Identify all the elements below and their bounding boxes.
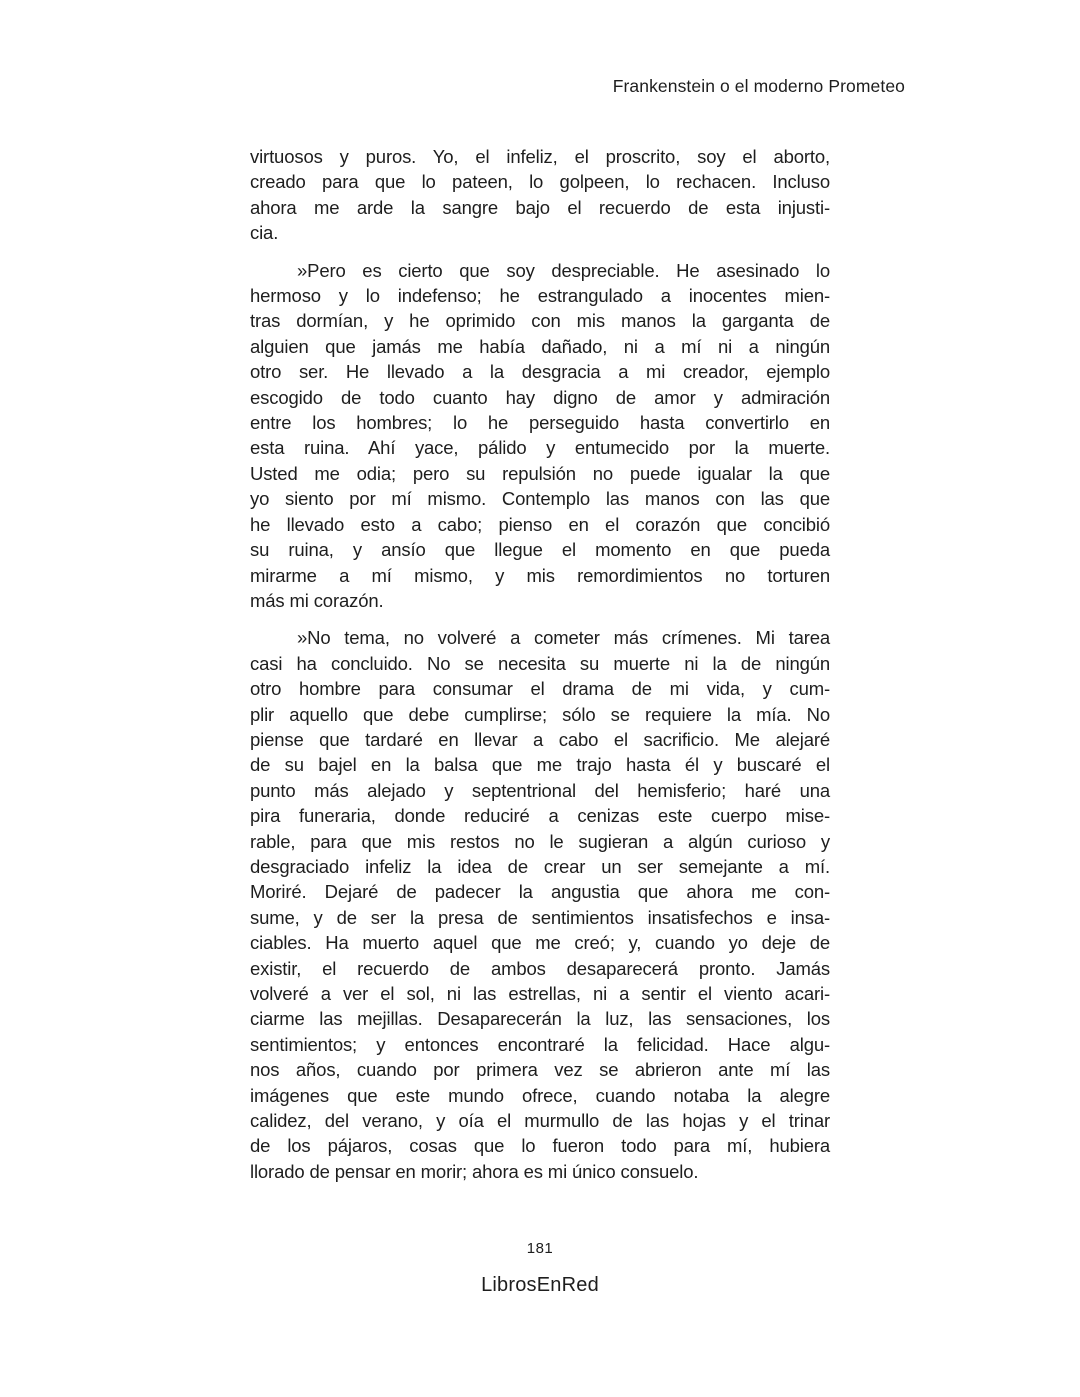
text-line: ahora me arde la sangre bajo el recuerdo de esta injusti- [250, 196, 830, 218]
text-line: imágenes que este mundo ofrece, cuando notaba la alegre [250, 1084, 830, 1106]
text-line: yo siento por mí mismo. Contemplo las manos con las que [250, 488, 830, 510]
text-line: existir, el recuerdo de ambos desaparecerá pronto. Jamás [250, 957, 830, 979]
publisher-footer: LibrosEnRed [481, 1274, 599, 1296]
text-line: Moriré. Dejaré de padecer la angustia que ahora me con- [250, 881, 830, 903]
text-line: virtuosos y puros. Yo, el infeliz, el proscrito, soy el aborto, [250, 146, 830, 167]
text-line: Usted me odia; pero su repulsión no puede igualar la que [250, 462, 830, 484]
text-line: su ruina, y ansío que llegue el momento en que pueda [250, 539, 830, 561]
text-line: más mi corazón. [250, 589, 384, 611]
text-line: sentimientos; y entonces encontraré la felicidad. Hace algu- [250, 1033, 830, 1055]
text-line: ciables. Ha muerto aquel que me creó; y, cuando yo deje de [250, 932, 830, 954]
text-line: de su bajel en la balsa que me trajo hasta él y buscaré el [250, 754, 830, 776]
text-line: rable, para que mis restos no le sugieran a algún curioso y [250, 830, 830, 852]
text-line: sume, y de ser la presa de sentimientos insatisfechos e insa- [250, 906, 830, 928]
text-line: piense que tardaré en llevar a cabo el sacrificio. Me alejaré [250, 728, 830, 750]
text-line: pira funeraria, donde reduciré a cenizas este cuerpo mise- [250, 805, 830, 827]
text-line: hermoso y lo indefenso; he estrangulado a inocentes mien- [250, 285, 830, 307]
paragraph [250, 144, 830, 246]
text-line: casi ha concluido. No se necesita su muerte ni la de ningún [250, 652, 830, 674]
text-line: ciarme las mejillas. Desaparecerán la luz, las sensaciones, los [250, 1008, 830, 1030]
text-line: de los pájaros, cosas que lo fueron todo para mí, hubiera [250, 1135, 830, 1157]
text-line: calidez, del verano, y oía el murmullo de las hojas y el trinar [250, 1110, 830, 1132]
text-line: escogido de todo cuanto hay digno de amor y admiración [250, 386, 830, 408]
text-line: otro hombre para consumar el drama de mi vida, y cum- [250, 678, 830, 700]
text-line: volveré a ver el sol, ni las estrellas, ni a sentir el viento acari- [250, 983, 830, 1004]
paragraph [250, 625, 830, 1184]
text-line: he llevado esto a cabo; pienso en el corazón que concibió [250, 513, 830, 535]
text-line: otro ser. He llevado a la desgracia a mi creador, ejemplo [250, 361, 830, 383]
paragraph [250, 258, 830, 614]
text-line: alguien que jamás me había dañado, ni a mí ni a ningún [250, 335, 830, 357]
text-line: »Pero es cierto que soy despreciable. He asesinado lo [297, 259, 830, 281]
text-line: punto más alejado y septentrional del hemisferio; haré una [250, 779, 830, 801]
text-line: llorado de pensar en morir; ahora es mi único consuelo. [250, 1160, 699, 1182]
text-line: esta ruina. Ahí yace, pálido y entumecido por la muerte. [250, 437, 830, 459]
running-header: Frankenstein o el moderno Prometeo [612, 76, 905, 96]
text-line: »No tema, no volveré a cometer más crímenes. Mi tarea [297, 627, 830, 649]
body-text-block [250, 144, 830, 1184]
text-line: tras dormían, y he oprimido con mis manos la garganta de [250, 310, 830, 332]
text-line: cia. [250, 222, 279, 244]
text-line: plir aquello que debe cumplirse; sólo se requiere la mía. No [250, 703, 830, 725]
page-number: 181 [526, 1240, 554, 1257]
text-line: entre los hombres; lo he perseguido hasta convertirlo en [250, 412, 830, 434]
text-line: desgraciado infeliz la idea de crear un ser semejante a mí. [250, 855, 830, 877]
text-line: creado para que lo pateen, lo golpeen, lo rechacen. Incluso [250, 171, 830, 193]
text-line: nos años, cuando por primera vez se abrieron ante mí las [250, 1059, 830, 1081]
text-line: mirarme a mí mismo, y mis remordimientos no torturen [250, 564, 830, 586]
